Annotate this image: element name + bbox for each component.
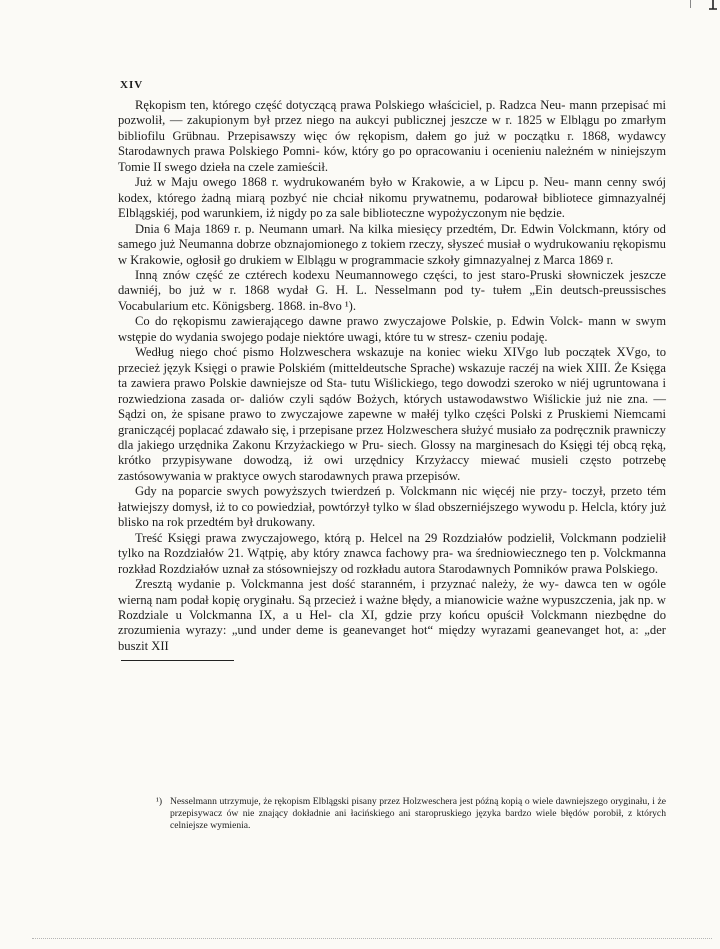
paragraph xyxy=(118,484,666,530)
text-line: cla XI, gdzie przy końcu opuścił Volckmann niezbędne do zrozumienia wyrazy: „und xyxy=(118,607,666,638)
text-line: Volckmann, który od samego już Neumanna dobrze obznajomionego z tokiem rzeczy, xyxy=(118,221,666,252)
paragraph xyxy=(118,345,666,484)
text-line: musiało za podręcznik prawniczy dla jakiego urzędnika Zakonu Krzyżackiego w Pru- xyxy=(118,422,666,452)
text-line: dałem go już w początku r. 1868, wydawcy Starodawnych prawa Polskiego Pomni- xyxy=(118,128,666,159)
text-line: Dnia 6 Maja 1869 r. p. Neumann umarł. Na kilka miesięcy przedtém, Dr. Edwin xyxy=(135,221,554,236)
text-line: początek XVgo, to przecież język Księgi o prawie Polskiém (mitteldeutsche Sprache) xyxy=(118,345,667,375)
text-line: under deme is geanevanget hot“ między wyrazami geanevanget hot, a: „der buszit XII xyxy=(118,623,666,653)
text-line: wskazuje raczéj na wiek XIII. Że Księga ta zawiera prawo Polskie dawniejsze od Sta- xyxy=(118,360,666,391)
text-line: w programmacie szkoły gimnazyalnej z Marca 1869 r. xyxy=(339,252,614,267)
footnote-line: staropruskiego języka bardzo wiele błędów porobił, z których celniejsze wymienia. xyxy=(170,808,666,831)
text-line: mann cenny swój kodex, którego żadną miarą pozbyć nie chciał nikomu prywatnemu, xyxy=(118,175,667,205)
paragraph xyxy=(118,98,666,175)
page-number: XIV xyxy=(120,79,144,91)
text-line: dawca ten w ogóle wierną nam podał kopię oryginału. Są przecież i ważne błędy, xyxy=(118,577,666,607)
scan-edge-line xyxy=(690,0,691,8)
text-line: słowniczek jeszcze dawniéj, bo już w r. 1868 wydał G. H. L. Nesselmann pod ty- xyxy=(118,267,666,298)
text-line: Według niego choć pismo Holzweschera wskazuje na koniec wieku XIVgo lub xyxy=(135,345,561,360)
text-line: owych starodawnych prawa przepisów. xyxy=(262,468,461,483)
scan-corner-mark xyxy=(708,0,718,12)
page-bottom-edge xyxy=(32,938,712,939)
text-line: czeniu podaję. xyxy=(474,329,548,344)
footnote-line: Nesselmann utrzymuje, że rękopism Elblągski pisany przez Holzweschera jest późną kopią xyxy=(170,796,523,807)
paragraph xyxy=(118,175,666,221)
text-line: słyszeć musiał o wydrukowaniu rękopismu w Krakowie, ogłosił go drukiem w Elblągu xyxy=(118,237,666,267)
text-line: Rękopism ten, którego część dotyczącą prawa Polskiego właściciel, p. Radzca Neu- xyxy=(135,98,566,112)
text-line: wa średniowiecznego ten p. Volckmanna rozkład Rozdziałów uznał za stósowniejszy od xyxy=(118,546,666,576)
text-line: biblioteczne wypożyczonym nie będzie. xyxy=(362,206,565,221)
text-line: siech. Glossy na marginesach do Księgi téj obcą ręką, krótko przypisywane dowodzą, xyxy=(118,437,667,468)
text-line: a mianowicie ważne wypuszczenia, jak np. w Rozdziale u Volckmanna IX, a u Hel- xyxy=(118,592,666,622)
footnote-line: o wiele dawniejszego oryginału, i że przepisywacz ów nie znający dokładnie ani łacińskiego ani xyxy=(170,796,666,819)
footnote xyxy=(156,796,666,832)
text-line: Treść Księgi prawa zwyczajowego, którą p. Helcel na 29 Rozdziałów podzielił, xyxy=(135,530,555,545)
text-line: Już w Maju owego 1868 r. wydrukowaném było w Krakowie, a w Lipcu p. Neu- xyxy=(135,175,569,190)
text-line: toczył, przeto tém łatwiejszy domysł, iż to co powiedział, powtórzył tylko w ślad xyxy=(118,484,666,514)
text-line: Co do rękopismu zawierającego dawne prawo zwyczajowe Polskie, p. Edwin Volck- xyxy=(135,314,583,329)
footnote-separator xyxy=(121,660,234,661)
text-line: tutu Wiślickiego, tego dowodzi szeroko w niéj ugruntowana i rozwiedziona zasada or- xyxy=(118,376,666,406)
text-line: rozkładu autora Starodawnych Pomników prawa Polskiego. xyxy=(356,561,659,576)
text-line: mann w swym wstępie do wydania swojego podaje niektóre uwagi, które tu w stresz- xyxy=(118,314,666,344)
text-line: tułem „Ein deutsch-preussisches Vocabularium etc. Königsberg. 1868. in-8vo ¹). xyxy=(118,283,666,313)
footnote-text xyxy=(170,796,666,832)
text-line: na czele zamieścił. xyxy=(233,159,328,174)
paragraph xyxy=(118,577,666,654)
text-line: Inną znów część ze cztérech kodexu Neumannowego części, to jest staro-Pruski xyxy=(135,267,562,282)
text-line: ków, który go po opracowaniu i ocenieniu należném w niniejszym Tomie II swego dzieła xyxy=(118,144,666,174)
paragraph xyxy=(118,531,666,577)
text-line: w r. 1825 w Elblągu po zmarłym bibliofilu Grübnau. Przepisawszy więc ów rękopism, xyxy=(118,113,666,143)
footnote-mark: ¹) xyxy=(156,796,163,807)
text-line: Niemcami graniczącéj poplacać zdawało się, i przepisane przez Holzweschera służyć xyxy=(118,407,667,437)
paragraph xyxy=(118,222,666,268)
text-line: Gdy na poparcie swych powyższych twierdzeń p. Volckmann nic więcéj nie przy- xyxy=(135,484,567,499)
text-line: iż owi urzędnicy Krzyżaccy miewać musieli często potrzebę zastósowywania w praktyce xyxy=(118,453,666,483)
text-line: Zresztą wydanie p. Volckmanna jest dość staranném, i przyznać należy, że wy- xyxy=(135,577,559,592)
text-line: że spisane prawo to zwyczajowe zapewne w małéj tylko części Polski z Pruskiemi xyxy=(171,407,609,422)
text-line: daliów czyli sądów Bożych, których ustawodawstwo Wiślickie już nie zna. — Sądzi on, xyxy=(118,391,666,422)
text-line: obszerniéjszego wywodu p. Helcla, który już blisko na rok przedtém był drukowany. xyxy=(118,499,666,530)
paragraph xyxy=(118,314,666,345)
body-text xyxy=(118,98,666,669)
text-line: mann przepisać mi pozwolił, — zakupionym był przez niego na aukcyi publicznej jeszcze xyxy=(118,98,666,128)
text-line: Volckmann podzielił tylko na Rozdziałów 21. Wątpię, aby który znawca fachowy pra- xyxy=(118,530,666,561)
text-line: podarował bibliotece gimnazyalnéj Elblągskiéj, pod warunkiem, iż nigdy po za sale xyxy=(118,190,667,221)
paragraph xyxy=(118,268,666,314)
